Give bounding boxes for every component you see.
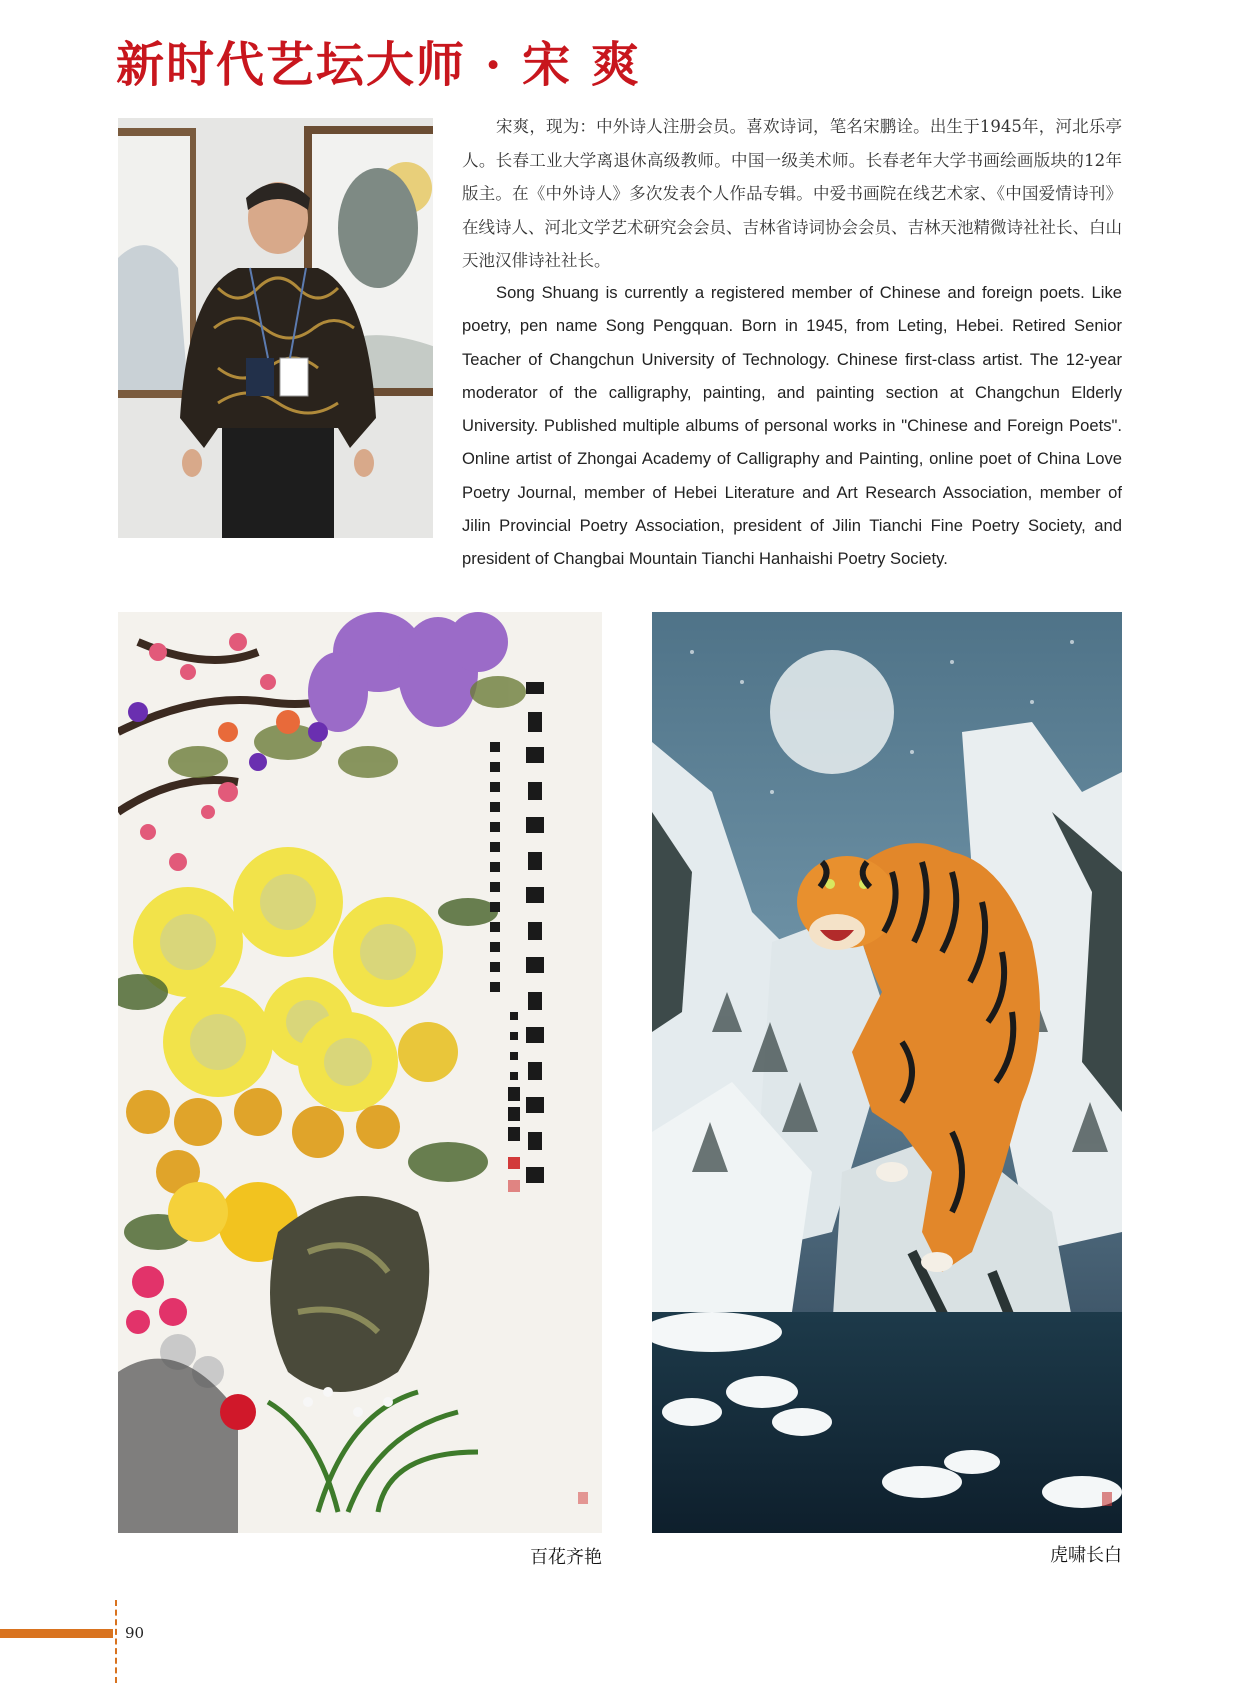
artist-photo	[118, 118, 433, 538]
page-number: 90	[125, 1624, 145, 1642]
caption-tiger: 虎啸长白	[1050, 1545, 1122, 1566]
footer-divider	[115, 1600, 117, 1683]
footer-accent-bar	[0, 1629, 113, 1638]
caption-flowers: 百花齐艳	[530, 1547, 602, 1568]
bio-english: Song Shuang is currently a registered member of Chinese and foreign poets. Like poetry, pen name Song Pengquan. Born in 1945, from Leting, Hebei. Retired Senior Teacher of Changchun University of Technology. Chinese first-class artist. The 12-year moderator of the calligraphy, painting, and painting section at Changchun Elderly University. Published multiple albums of personal works in "Chinese and Foreign Poets". Online artist of Zhongai Academy of Calligraphy and Painting, online poet of China Love Poetry Journal, member of Hebei Literature and Art Research Association, member of Jilin Provincial Poetry Association, president of Jilin Tianchi Fine Poetry Society, and president of Changbai Mountain Tianchi Hanhaishi Poetry Society.	[462, 283, 1122, 569]
painting-tiger	[652, 612, 1122, 1533]
bio-chinese: 宋爽，现为：中外诗人注册会员。喜欢诗词，笔名宋鹏诠。出生于1945年，河北乐亭人。长春工业大学离退休高级教师。中国一级美术师。长春老年大学书画绘画版块的12年版主。在《中外诗人》多次发表个人作品专辑。中爱书画院在线艺术家、《中国爱情诗刊》在线诗人、河北文学艺术研究会会员、吉林省诗词协会会员、吉林天池精微诗社社长、白山天池汉俳诗社社长。	[462, 117, 1122, 270]
page-title: 新时代艺坛大师 · 宋 爽	[116, 37, 641, 93]
painting-flowers	[118, 612, 602, 1533]
